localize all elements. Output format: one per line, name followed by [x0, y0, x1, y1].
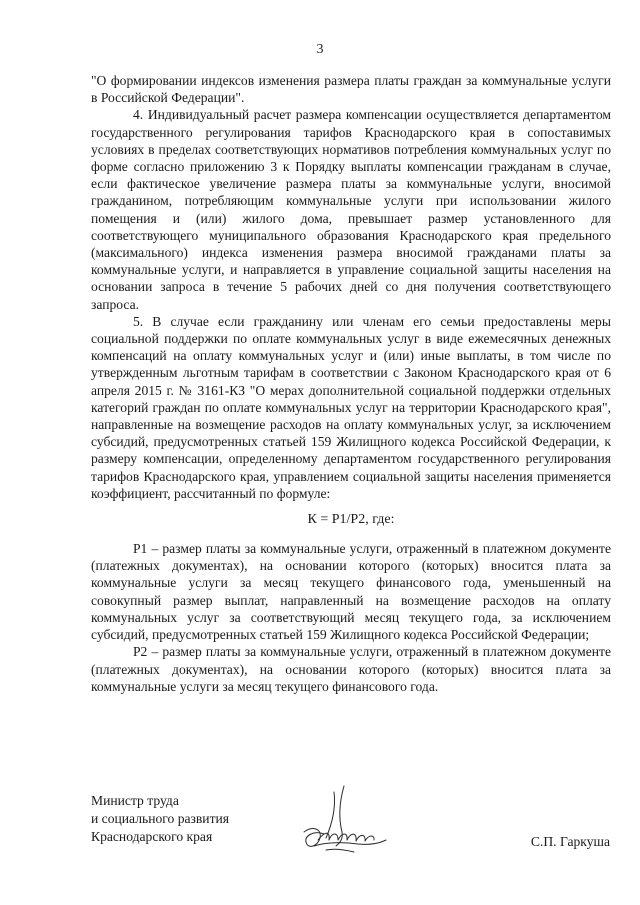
definition-p2: Р2 – размер платы за коммунальные услуги, отраженный в платежном документе (платежных документах), на основании которого (которых) вносится плата за коммунальные услуги за месяц текущего финансового года. [91, 644, 611, 694]
page-number: 3 [316, 42, 324, 57]
signatory-position-line: Краснодарского края [91, 829, 213, 844]
signatory-position [91, 792, 271, 846]
handwritten-signature [296, 780, 406, 875]
paragraph-item-5: 5. В случае если гражданину или членам его семьи предоставлены меры социальной поддержки по оплате коммунальных услуг в виде ежемесячных денежных компенсаций на оплату коммунальных услуг и (или) иные выплаты, в том числе по утвержденным льготным тарифам в соответствии с Законом Краснодарского края от 6 апреля 2015 г. № 3161-КЗ "О мерах дополнительной социальной поддержки отдельных категорий граждан по оплате коммунальных услуг на территории Краснодарского края", направленные на возмещение расходов на оплату коммунальных услуг, за исключением субсидий, предусмотренных статьей 159 Жилищного кодекса Российской Федерации, к размеру компенсации, определенному департаментом государственного регулирования тарифов Краснодарского края, управлением социальной защиты населения применяется коэффициент, рассчитанный по формуле: [91, 313, 611, 501]
document-body [91, 72, 611, 695]
signatory-position-line: Министр труда [91, 793, 179, 808]
coefficient-formula: К = Р1/Р2, где: [307, 512, 395, 528]
definition-p1: Р1 – размер платы за коммунальные услуги, отраженный в платежном документе (платежных документах), на основании которого (которых) вносится плата за коммунальные услуги за месяц текущего финансового года, уменьшенный на совокупный размер выплат, направленный на возмещение расходов на оплату коммунальных услуг за соответствующий месяц текущего года, за исключением субсидий, предусмотренных статьей 159 Жилищного кодекса Российской Федерации; [91, 541, 611, 643]
signatory-position-line: и социального развития [91, 811, 230, 826]
paragraph-continuation: "О формировании индексов изменения размера платы граждан за коммунальные услуги в Российской Федерации". [91, 73, 611, 106]
signer-name: С.П. Гаркуша [530, 834, 610, 849]
paragraph-item-4: 4. Индивидуальный расчет размера компенсации осуществляется департаментом государственного регулирования тарифов Краснодарского края в сопоставимых условиях в пределах соответствующих нормативов потребления коммунальных услуг по форме согласно приложению 3 к Порядку выплаты компенсации гражданам в случае, если фактическое увеличение размера платы за коммунальные услуги, вносимой гражданином, потребляющим коммунальные услуги при использовании жилого помещения и (или) жилого дома, превышает размер установленного для соответствующего муниципального образования Краснодарского края предельного (максимального) индекса изменения размера вносимой гражданами платы за коммунальные услуги, и направляется в управление социальной защиты населения на основании запроса в течение 5 рабочих дней со дня получения соответствующего запроса. [91, 107, 611, 312]
